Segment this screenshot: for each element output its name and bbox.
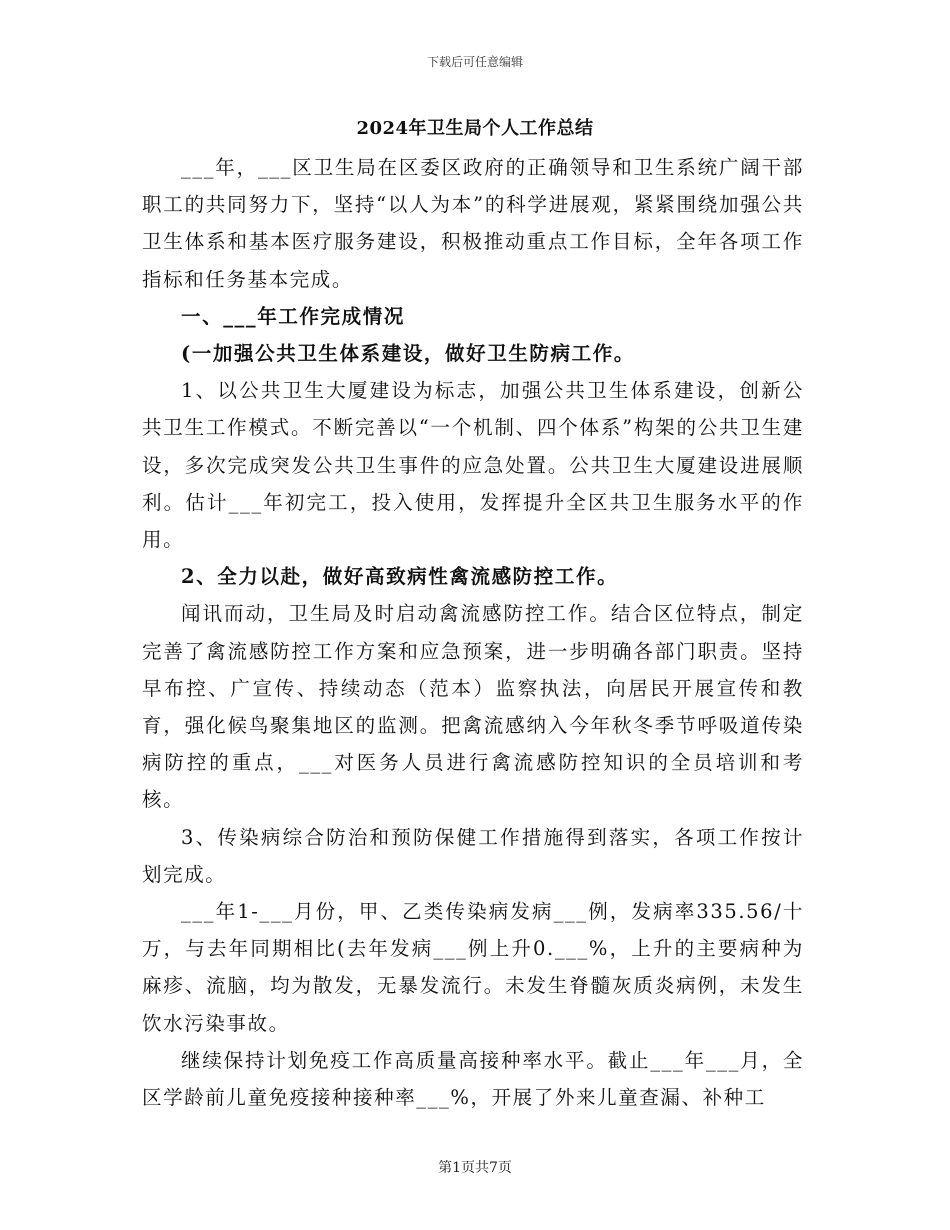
paragraph-disease-stats: ___年1-___月份，甲、乙类传染病发病___例，发病率335.56/十万，与去年同期相比(去年发病___例上升0.___%，上升的主要病种为麻疹、流脑，均为散发，无暴发流行。未发生脊髓灰质炎病例，未发生饮水污染事故。	[142, 900, 804, 1035]
paragraph-item-3: 3、传染病综合防治和预防保健工作措施得到落实，各项工作按计划完成。	[142, 825, 804, 886]
section-heading: 一、___年工作完成情况	[181, 304, 405, 328]
header-note: 下载后可任意编辑	[426, 55, 523, 69]
paragraph-avian-flu: 闻讯而动，卫生局及时启动禽流感防控工作。结合区位特点，制定完善了禽流感防控工作方案和应急预案，进一步明确各部门职责。坚持早布控、广宣传、持续动态（范本）监察执法，向居民开展宣传和教育，强化候鸟聚集地区的监测。把禽流感纳入今年秋冬季节呼吸道传染病防控的重点，___对医务人员进行禽流感防控知识的全员培训和考核。	[142, 602, 804, 812]
paragraph-immunization: 继续保持计划免疫工作高质量高接种率水平。截止___年___月，全区学龄前儿童免疫接种接种率___%，开展了外来儿童查漏、补种工	[142, 1048, 804, 1110]
paragraph-item-1: 1、以公共卫生大厦建设为标志，加强公共卫生体系建设，创新公共卫生工作模式。不断完善以“一个机制、四个体系”构架的公共卫生建设，多次完成突发公共卫生事件的应急处置。公共卫生大厦建设进展顺利。估计___年初完工，投入使用，发挥提升全区共卫生服务水平的作用。	[142, 379, 804, 552]
document-body	[142, 149, 804, 1116]
paragraph-item-2-heading: 2、全力以赴，做好高致病性禽流感防控工作。	[181, 565, 619, 589]
subsection-heading: (一加强公共卫生体系建设，做好卫生防病工作。	[181, 342, 635, 366]
page-footer: 第1页共7页	[438, 1160, 512, 1176]
paragraph-intro: ___年，___区卫生局在区委区政府的正确领导和卫生系统广阔干部职工的共同努力下，坚持“以人为本”的科学进展观，紧紧围绕加强公共卫生体系和基本医疗服务建设，积极推动重点工作目标，全年各项工作指标和任务基本完成。	[142, 156, 804, 291]
document-title: 2024年卫生局个人工作总结	[356, 118, 594, 139]
